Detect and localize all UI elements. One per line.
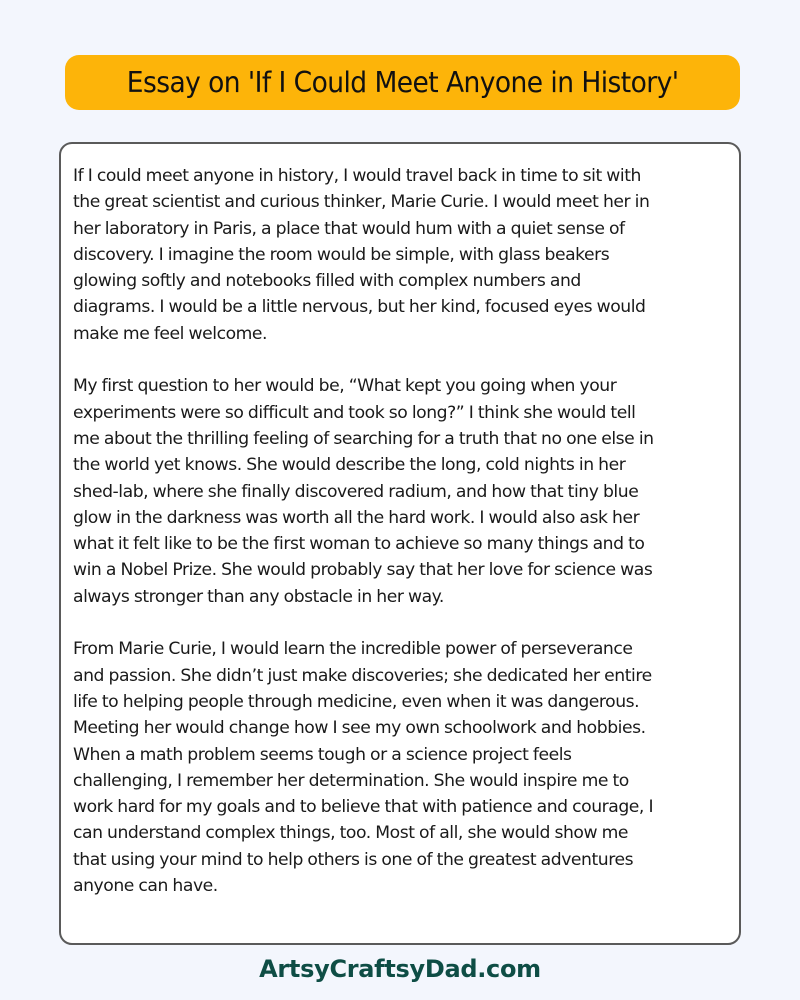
essay-card xyxy=(59,142,741,945)
essay-paragraph-3 xyxy=(73,636,743,899)
essay-body xyxy=(73,163,743,926)
essay-line: When a math problem seems tough or a science project feels xyxy=(73,744,572,765)
essay-line: work hard for my goals and to believe that with patience and courage, I xyxy=(73,797,654,818)
essay-line: glow in the darkness was worth all the hard work. I would also ask her xyxy=(73,507,640,528)
essay-line: shed-lab, where she finally discovered radium, and how that tiny blue xyxy=(73,481,639,502)
essay-line: Meeting her would change how I see my own schoolwork and hobbies. xyxy=(73,718,646,739)
essay-line: what it felt like to be the first woman to achieve so many things and to xyxy=(73,534,645,555)
essay-line: always stronger than any obstacle in her way. xyxy=(73,586,444,607)
footer xyxy=(0,955,800,983)
essay-line: challenging, I remember her determination. She would inspire me to xyxy=(73,770,629,791)
site-watermark: ArtsyCraftsyDad.com xyxy=(259,955,541,983)
essay-line: experiments were so difficult and took so long?” I think she would tell xyxy=(73,402,636,423)
essay-line: can understand complex things, too. Most of all, she would show me xyxy=(73,823,628,844)
essay-line: make me feel welcome. xyxy=(73,323,268,344)
essay-line: that using your mind to help others is one of the greatest adventures xyxy=(73,849,634,870)
essay-line: me about the thrilling feeling of searching for a truth that no one else in xyxy=(73,428,654,449)
page-title: Essay on 'If I Could Meet Anyone in History' xyxy=(126,66,679,99)
essay-paragraph-1 xyxy=(73,163,743,347)
essay-line: win a Nobel Prize. She would probably say that her love for science was xyxy=(73,560,653,581)
essay-line: her laboratory in Paris, a place that would hum with a quiet sense of xyxy=(73,218,625,239)
essay-line: the world yet knows. She would describe the long, cold nights in her xyxy=(73,455,626,476)
essay-line: the great scientist and curious thinker, Marie Curie. I would meet her in xyxy=(73,192,650,213)
essay-line: diagrams. I would be a little nervous, but her kind, focused eyes would xyxy=(73,297,646,318)
essay-line: If I could meet anyone in history, I would travel back in time to sit with xyxy=(73,166,641,186)
essay-line: glowing softly and notebooks filled with complex numbers and xyxy=(73,271,581,292)
title-banner xyxy=(65,55,740,110)
essay-line: anyone can have. xyxy=(73,876,218,897)
essay-line: life to helping people through medicine, even when it was dangerous. xyxy=(73,691,640,712)
essay-line: discovery. I imagine the room would be simple, with glass beakers xyxy=(73,244,610,265)
essay-paragraph-2 xyxy=(73,373,743,610)
essay-line: My first question to her would be, “What kept you going when your xyxy=(73,376,617,397)
essay-line: and passion. She didn’t just make discoveries; she dedicated her entire xyxy=(73,665,652,686)
essay-line: From Marie Curie, I would learn the incredible power of perseverance xyxy=(73,639,633,660)
